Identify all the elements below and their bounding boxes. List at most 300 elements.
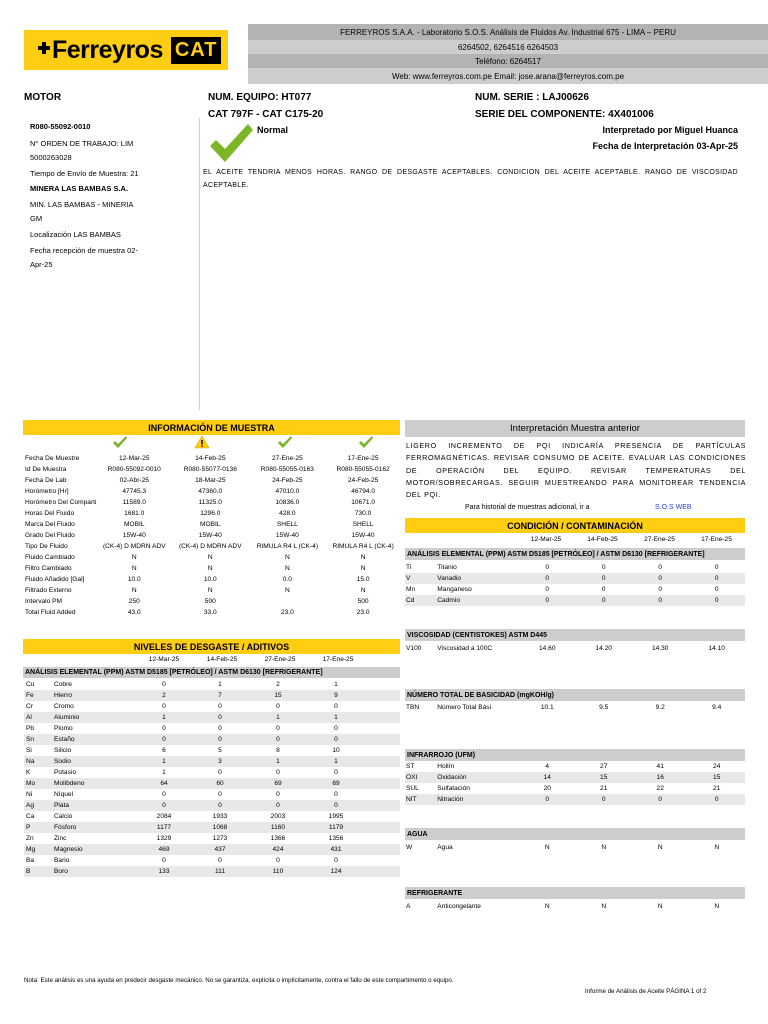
cell-value: 0 [162,791,166,798]
agua-table [405,842,745,853]
table-row [24,833,400,844]
infrarrojo-table [405,761,745,805]
row-spacer [364,811,400,822]
cell-value: 0 [334,725,338,732]
element-symbol: Cu [26,681,35,688]
row-label: Total Fluid Added [25,609,76,616]
cell-value: 0 [334,857,338,864]
cell-value: 15 [713,774,721,781]
cell-value: N [131,554,137,561]
element-name: Vanadio [437,575,461,582]
status-check-icon [208,122,254,164]
cell-value: 14.10 [708,645,725,652]
cell-value: 0 [162,857,166,864]
cell-value: 41 [656,763,664,770]
historial-text: Para historial de muestras adicional, ir a [465,504,590,511]
cell-value: N [714,903,720,910]
element-symbol: Na [26,758,35,765]
cell-value: 2 [162,692,166,699]
cell-value: 500 [357,598,369,605]
cell-value: 0 [218,725,222,732]
cell-value: 111 [214,868,226,875]
cell-value: 1 [334,714,338,721]
element-symbol: TBN [406,704,420,711]
cell-value: 33.0 [203,609,217,616]
cell-value: 1681.0 [124,510,145,517]
element-name: Cobre [54,681,72,688]
cell-value: 0 [218,736,222,743]
table-row [24,486,400,497]
cell-value: 0 [545,564,550,571]
fecha-recepcion-1: Fecha recepción de muestra 02- [30,246,138,255]
tbn-table [405,702,745,713]
serie-componente: SERIE DEL COMPONENTE: 4X401006 [475,109,654,120]
cell-value: 1177 [156,824,172,831]
table-row [24,789,400,800]
cell-value: 0 [162,681,166,688]
cell-value: N [131,587,137,594]
cat-logo: CAT [171,37,222,64]
cell-value: 469 [158,846,170,853]
cell-value: 02-Abr-25 [119,477,149,484]
element-symbol: Al [26,714,32,721]
interpretation-comment: EL ACEITE TENDRIA MENOS HORAS. RANGO DE DESGASTE ACEPTABLES. CONDICION DEL ACEITE ACEPTABLE. RANGO DE VISCOSIDAD ACEPTABLE. [203,169,738,189]
element-name: Calcio [54,813,73,820]
element-name: Bario [54,857,70,864]
element-name: Potasio [54,769,76,776]
row-spacer [364,833,400,844]
table-row [24,723,400,734]
niveles-subtitle: ANÁLISIS ELEMENTAL (PPM) ASTM D5185 [PETRÓLEO] / ASTM D6130 [REFRIGERANTE] [23,667,400,678]
cell-value: 15W-40 [275,532,299,539]
cell-value: 7 [218,692,222,699]
row-label: Grado Del Fluido [25,532,75,539]
cell-value: 730.0 [354,510,372,517]
element-name: Boro [54,868,68,875]
cell-value: RIMULA R4 L (CK-4) [256,543,319,550]
element-symbol: V [406,575,411,582]
cell-value: 500 [204,598,216,605]
cell-value: 60 [216,780,224,787]
table-row [24,519,400,530]
interpretado-por: Interpretado por Miguel Huanca [602,125,738,135]
cell-value: N [360,554,366,561]
cell-value: 0 [601,597,606,604]
element-symbol: SUL [406,785,419,792]
cell-value: MOBIL [124,521,145,528]
element-symbol: K [26,769,31,776]
cell-value: 0 [545,586,550,593]
condicion-date-4: 17-Ene-25 [701,536,732,543]
niveles-date-3: 27-Ene-25 [264,656,296,663]
cell-value: 0 [545,575,550,582]
row-spacer [364,855,400,866]
cell-value: 250 [128,598,140,605]
cell-value: 47745.3 [122,488,147,495]
cell-value: 0 [218,802,222,809]
status-normal: Normal [257,125,289,135]
niveles-date-1: 12-Mar-25 [148,656,180,663]
cell-value: 133 [158,868,170,875]
cell-value: 424 [272,846,284,853]
cell-value: 1160 [270,824,286,831]
element-symbol: ST [406,763,415,770]
cell-value: 2084 [156,813,172,820]
row-label: Filtrado Externo [25,587,72,594]
table-row [24,844,400,855]
cell-value: 23.0 [280,609,294,616]
sample3-check-icon [277,435,293,449]
cell-value: N [544,844,550,851]
cell-value: 20 [543,785,551,792]
element-symbol: A [406,903,411,910]
cell-value: 1 [276,714,280,721]
table-row [405,901,745,912]
element-symbol: Cr [26,703,33,710]
cell-value: 0 [714,586,719,593]
cell-value: 1356 [328,835,344,842]
mina-line1: MIN. LAS BAMBAS - MINERIA [30,200,134,209]
cell-value: 0 [334,791,338,798]
niveles-date-4: 17-Ene-25 [322,656,354,663]
agua-title: AGUA [405,828,745,840]
element-name: Cadmio [437,597,461,604]
table-row [24,822,400,833]
cell-value: 15W-40 [122,532,146,539]
tiempo-envio: Tiempo de Envío de Muestra: 21 [30,169,139,178]
table-row [24,866,400,877]
element-symbol: P [26,824,31,831]
row-label: Horómetro [Hr] [25,488,69,495]
cell-value: 8 [276,747,280,754]
row-label: Id De Muestra [25,466,67,473]
condicion-elemental-table [405,562,745,606]
cell-value: 24-Feb-25 [272,477,303,484]
element-symbol: Sn [26,736,35,743]
cell-value: 0 [545,796,550,803]
cell-value: 1 [162,758,166,765]
table-row [24,701,400,712]
fecha-interpretacion: Fecha de Interpretación 03-Apr-25 [592,141,738,151]
footer-nota: Nota: Este análisis es una ayuda en predecir desgaste mecánico. No se garantiza, explícita o implícitamente, contra el fallo de este compartimento o equipo. [24,977,454,984]
element-name: Sodio [54,758,71,765]
cell-value: 0 [162,736,166,743]
cell-value: RIMULA R4 L (CK-4) [332,543,394,550]
header-company-line: FERREYROS S.A.A. - Laboratorio S.O.S. Análisis de Fluidos Av. Industrial 675 - LIMA – PERU [248,24,768,40]
table-row [24,690,400,701]
cell-value: 0 [658,586,663,593]
row-label: Fluido Cambiado [25,554,75,561]
cell-value: N [544,903,550,910]
sample-id: R080-55092-0010 [30,122,91,131]
element-name: Hollín [437,763,455,770]
cell-value: 0 [276,703,280,710]
cell-value: 0 [714,597,719,604]
cell-value: 0 [714,575,719,582]
element-symbol: V100 [406,645,422,652]
cell-value: 11325.0 [198,499,222,506]
table-row [405,842,745,853]
cell-value: N [207,565,213,572]
element-symbol: Ti [406,564,412,571]
cell-value: 24-Feb-25 [347,477,379,484]
cell-value: 0 [162,802,166,809]
cell-value: 0 [658,796,663,803]
refrigerante-title: REFRIGERANTE [405,887,745,899]
cliente-name: MINERA LAS BAMBAS S.A. [30,184,129,193]
cell-value: 0 [276,769,280,776]
condicion-date-3: 27-Ene-25 [644,536,675,543]
cell-value: 0 [276,725,280,732]
table-row [24,756,400,767]
row-label: Intervalo PM [25,598,63,605]
cell-value: 1068 [212,824,228,831]
element-symbol: Cd [406,597,415,604]
cell-value: R080-55092-0010 [107,466,161,473]
row-label: Filtro Cambiado [25,565,72,572]
table-row [24,541,400,552]
cell-value: (CK-4) D MDRN ADV [178,543,242,550]
cell-value: 46794.0 [351,488,376,495]
cell-value: 18-Mar-25 [195,477,226,484]
cell-value: 428.0 [279,510,296,517]
table-row [24,508,400,519]
table-row [24,607,400,618]
cell-value: 17-Ene-25 [347,455,379,462]
row-label: Fluido Añadido [Gal] [25,576,85,583]
element-name: Viscosidad a 100C [437,645,493,652]
cell-value: 0 [334,802,338,809]
info-muestra-title: INFORMACIÓN DE MUESTRA [23,420,400,435]
element-name: Magnesio [54,846,83,853]
cell-value: N [131,565,137,572]
cell-value: 1 [218,681,222,688]
cell-value: 0 [218,857,222,864]
niveles-dates [24,654,400,665]
footer-informe: Informe de Análisis de Aceite PÁGINA 1 of 2 [585,988,707,995]
element-symbol: W [406,844,413,851]
table-row [24,453,400,464]
cell-value: 0 [276,857,280,864]
table-row [405,702,745,713]
condicion-date-1: 12-Mar-25 [530,536,562,543]
element-name: Fósforo [54,824,77,831]
cell-value: 15W-40 [351,532,375,539]
row-spacer [364,844,400,855]
table-row [24,800,400,811]
element-name: Aluminio [54,714,80,721]
table-row [24,563,400,574]
table-row [24,767,400,778]
table-row [24,712,400,723]
header-web: Web: www.ferreyros.com.pe Email: jose.arana@ferreyros.com.pe [248,68,768,84]
cell-value: 431 [330,846,342,853]
element-symbol: Fe [26,692,34,699]
table-row [405,562,745,573]
viscosidad-title: VISCOSIDAD (CENTISTOKES) ASTM D445 [405,629,745,641]
element-symbol: Zn [26,835,34,842]
cell-value: 47360.0 [198,488,223,495]
cell-value: 0 [218,714,222,721]
tbn-title: NÚMERO TOTAL DE BASICIDAD (mgKOH/g) [405,689,745,701]
row-spacer [364,712,400,723]
cell-value: 43.0 [127,609,141,616]
table-row [24,475,400,486]
info-muestra-table [24,453,400,618]
table-row [405,584,745,595]
table-row [24,778,400,789]
sample1-check-icon [112,435,128,449]
table-row [24,574,400,585]
row-spacer [364,723,400,734]
element-symbol: B [26,868,31,875]
cell-value: 64 [160,780,168,787]
cell-value: 1329 [156,835,172,842]
cell-value: 10836.0 [275,499,300,506]
table-row [405,643,745,654]
logo-cross-icon [38,42,50,54]
cell-value: 0 [276,791,280,798]
cell-value: N [601,903,607,910]
table-row [405,772,745,783]
equipment-model: CAT 797F - CAT C175-20 [208,109,324,120]
cell-value: 0 [334,769,338,776]
mina-line2: GM [30,214,43,223]
element-symbol: Pb [26,725,35,732]
row-label: Fecha De Muestre [25,455,80,462]
cell-value: N [657,844,663,851]
cell-value: 15 [274,692,282,699]
cell-value: 0 [162,725,166,732]
cell-value: MOBIL [200,521,221,528]
row-label: Marca Del Fluido [25,521,75,528]
cell-value: 27 [600,763,608,770]
cell-value: R080-55055-0162 [336,466,390,473]
interp-anterior-title: Interpretación Muestra anterior [405,420,745,437]
cell-value: R080-55055-0163 [260,466,314,473]
row-label: Tipo De Fluido [25,543,68,550]
cell-value: 4 [545,763,550,770]
cell-value: 0 [714,564,719,571]
cell-value: 23.0 [356,609,370,616]
cell-value: 47010.0 [275,488,300,495]
num-serie: NUM. SERIE : LAJ00626 [475,92,589,103]
niveles-date-2: 14-Feb-25 [206,656,238,663]
cell-value: 0 [276,802,280,809]
cell-value: 10.0 [127,576,141,583]
cell-value: N [284,587,290,594]
element-name: Níquel [54,791,74,798]
element-name: Hierro [54,692,72,699]
cell-value: 437 [214,846,226,853]
element-name: Número Total Bási [437,704,492,711]
sos-web-link[interactable]: S.O.S WEB [655,504,692,511]
cell-value: 14.20 [595,645,612,652]
cell-value: SHELL [276,521,298,528]
cell-value: 14 [543,774,551,781]
ferreyros-logo [24,30,228,70]
cell-value: N [284,554,290,561]
cell-value: N [601,844,607,851]
cell-value: N [207,554,213,561]
table-row [24,734,400,745]
cell-value: 0 [276,736,280,743]
element-name: Anticongelante [437,903,481,910]
element-symbol: Ni [26,791,33,798]
orden-numero: 5000263028 [30,153,72,162]
cell-value: 9.5 [599,704,609,711]
cell-value: 10.0 [203,576,217,583]
cell-value: 9 [334,692,338,699]
niveles-table [24,679,400,877]
element-name: Plata [54,802,70,809]
condicion-elemental-title: ANÁLISIS ELEMENTAL (PPM) ASTM D5185 [PETRÓLEO] / ASTM D6130 [REFRIGERANTE] [405,548,745,560]
cell-value: N [360,565,366,572]
cell-value: 0 [162,703,166,710]
element-name: Silicio [54,747,72,754]
table-row [24,552,400,563]
cell-value: SHELL [352,521,374,528]
cell-value: 0 [545,597,550,604]
element-symbol: Ca [26,813,35,820]
cell-value: 0 [334,736,338,743]
cell-value: 1995 [328,813,344,820]
cell-value: 1273 [212,835,228,842]
table-row [405,595,745,606]
element-name: Estaño [54,736,75,743]
sample2-warning-icon [194,435,210,449]
row-spacer [364,690,400,701]
localizacion: Localización LAS BAMBAS [30,230,121,239]
cell-value: 24 [713,763,721,770]
cell-value: 1 [334,681,338,688]
orden-trabajo: N° ORDEN DE TRABAJO: LIM [30,139,134,148]
sample4-check-icon [358,435,374,449]
cell-value: 22 [656,785,664,792]
cell-value: 27-Ene-25 [271,455,303,462]
row-spacer [364,767,400,778]
condicion-title: CONDICIÓN / CONTAMINACIÓN [405,518,745,533]
cell-value: N [207,587,213,594]
cell-value: 0.0 [282,576,292,583]
interp-anterior-text: LIGERO INCREMENTO DE PQI INDICARÍA PRESENCIA DE PARTÍCULAS FERROMAGNÉTICAS. REVISAR CONSUMO DE ACEITE. EVALUAR LAS CONDICIONES DE OPERACIÓN DEL EQUIPO. REVISAR TEMPERATURAS DEL MOTOR/SOBRECARGAS. SEGUIR MUESTREANDO PARA MONITOREAR TENDENCIA DEL PQI. [406,441,746,500]
cell-value: 9.2 [655,704,665,711]
cell-value: 14.60 [538,645,556,652]
vertical-divider [199,118,200,410]
cell-value: 0 [601,796,606,803]
row-spacer [364,822,400,833]
cell-value: 0 [601,575,606,582]
row-spacer [364,800,400,811]
cell-value: 10.1 [540,704,554,711]
cell-value: 1933 [212,813,228,820]
cell-value: 69 [274,780,282,787]
cell-value: 5 [218,747,222,754]
element-name: Nitración [437,796,464,803]
element-symbol: Si [26,747,32,754]
cell-value: 1296.0 [200,510,221,517]
cell-value: N [284,565,290,572]
cell-value: 16 [656,774,664,781]
row-spacer [364,778,400,789]
cell-value: 0 [218,791,222,798]
cell-value: N [360,587,366,594]
cell-value: 2 [276,681,280,688]
cell-value: 1 [162,714,166,721]
row-spacer [364,745,400,756]
row-spacer [364,679,400,690]
num-equipo: NUM. EQUIPO: HT077 [208,92,312,103]
